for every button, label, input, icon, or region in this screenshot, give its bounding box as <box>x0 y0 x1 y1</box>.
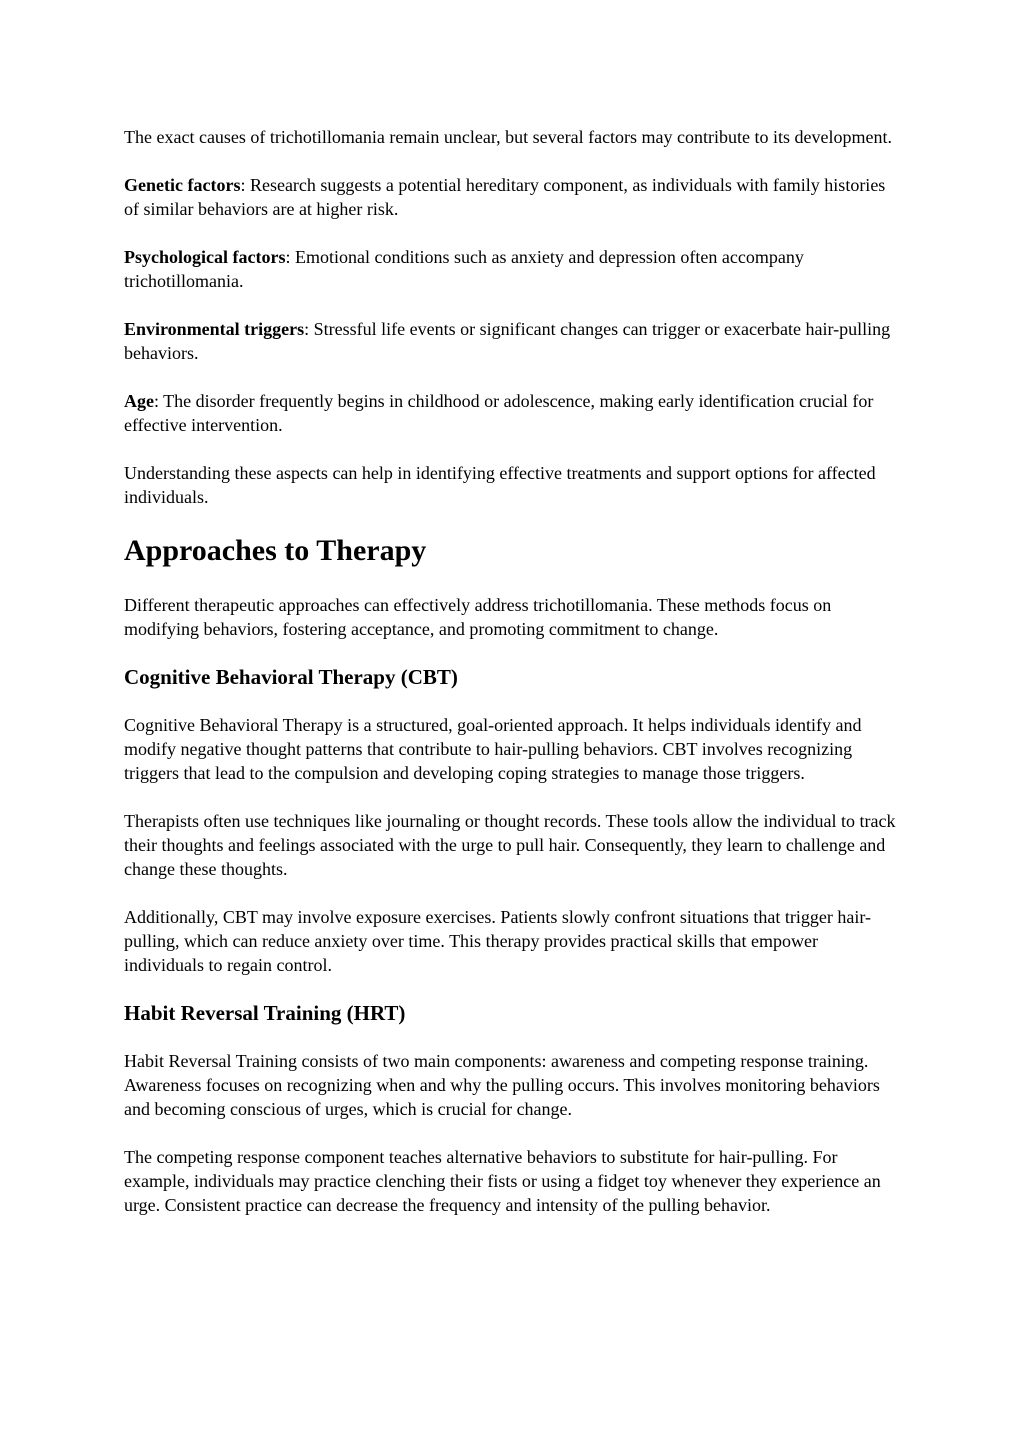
hrt-paragraph: Habit Reversal Training consists of two main components: awareness and competing response training. Awareness focuses on recognizing when and why the pulling occurs. This involves monitoring behaviors and becoming conscious of urges, which is crucial for change. <box>124 1051 880 1119</box>
causes-intro-paragraph: The exact causes of trichotillomania remain unclear, but several factors may contribute to its development. <box>124 127 892 147</box>
factor-environmental <box>124 317 899 365</box>
cbt-paragraph: Therapists often use techniques like journaling or thought records. These tools allow the individual to track their thoughts and feelings associated with the urge to pull hair. Consequently, they learn to challenge and change these thoughts. <box>124 811 896 879</box>
hrt-heading: Habit Reversal Training (HRT) <box>124 1001 406 1025</box>
factor-term: Environmental triggers <box>124 319 305 339</box>
factor-psychological <box>124 245 899 293</box>
factor-age <box>124 389 899 437</box>
factor-term: Genetic factors <box>124 175 241 195</box>
cbt-paragraph: Cognitive Behavioral Therapy is a structured, goal-oriented approach. It helps individuals identify and modify negative thought patterns that contribute to hair-pulling behaviors. CBT involves recognizing triggers that lead to the compulsion and developing coping strategies to manage those triggers. <box>124 715 862 783</box>
hrt-paragraph: The competing response component teaches alternative behaviors to substitute for hair-pulling. For example, individuals may practice clenching their fists or using a fidget toy whenever they experience an urge. Consistent practice can decrease the frequency and intensity of the pulling behavior. <box>124 1147 881 1215</box>
factor-text: : Research suggests a potential hereditary component, as individuals with family histories of similar behaviors are at higher risk. <box>124 175 886 219</box>
factor-term: Psychological factors <box>124 247 286 267</box>
factor-text: : The disorder frequently begins in childhood or adolescence, making early identification crucial for effective intervention. <box>124 391 874 435</box>
factor-term: Age <box>124 391 154 411</box>
document-page <box>124 125 899 1241</box>
cbt-heading: Cognitive Behavioral Therapy (CBT) <box>124 665 458 689</box>
understanding-paragraph: Understanding these aspects can help in identifying effective treatments and support options for affected individuals. <box>124 463 876 507</box>
therapy-heading: Approaches to Therapy <box>124 534 427 567</box>
factor-genetic <box>124 173 899 221</box>
therapy-intro-paragraph: Different therapeutic approaches can effectively address trichotillomania. These methods focus on modifying behaviors, fostering acceptance, and promoting commitment to change. <box>124 595 832 639</box>
factor-text: : Stressful life events or significant changes can trigger or exacerbate hair-pulling behaviors. <box>124 319 891 363</box>
factor-text: : Emotional conditions such as anxiety and depression often accompany trichotillomania. <box>124 247 804 291</box>
cbt-paragraph: Additionally, CBT may involve exposure exercises. Patients slowly confront situations that trigger hair-pulling, which can reduce anxiety over time. This therapy provides practical skills that empower individuals to regain control. <box>124 907 871 975</box>
